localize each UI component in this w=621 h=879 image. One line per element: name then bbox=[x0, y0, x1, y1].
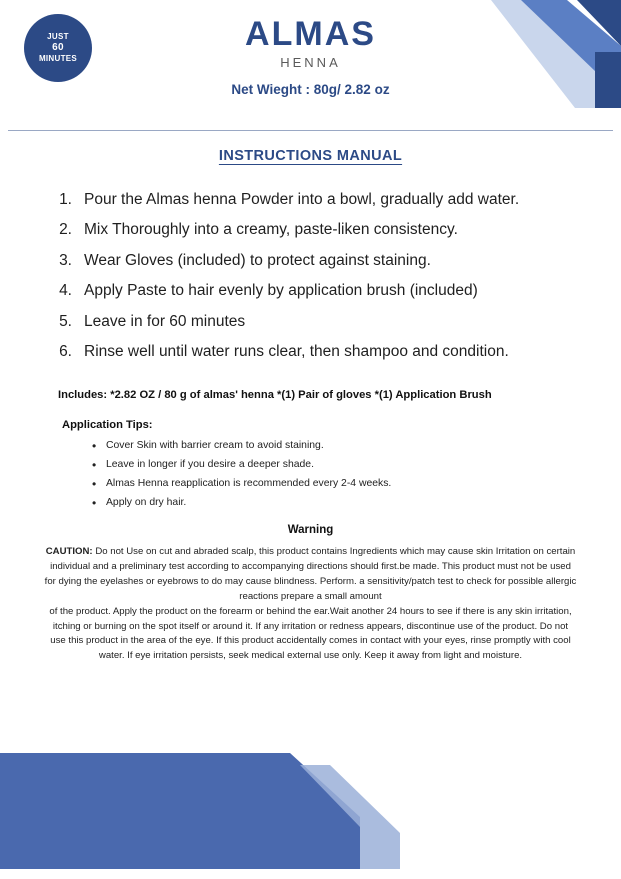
step-number: 6. bbox=[59, 342, 72, 360]
list-item: • Leave in longer if you desire a deeper shade. bbox=[92, 459, 621, 470]
list-item: • Apply on dry hair. bbox=[92, 497, 621, 508]
step-number: 4. bbox=[59, 282, 72, 300]
list-item bbox=[46, 312, 591, 331]
step-number: 3. bbox=[59, 251, 72, 269]
list-item bbox=[46, 190, 591, 209]
list-item bbox=[46, 251, 591, 270]
step-text: Wear Gloves (included) to protect against staining. bbox=[84, 251, 431, 269]
caution-paragraph-1 bbox=[44, 545, 577, 604]
document-header bbox=[0, 0, 621, 130]
step-text: Apply Paste to hair evenly by application brush (included) bbox=[84, 282, 478, 300]
step-text: Pour the Almas henna Powder into a bowl, gradually add water. bbox=[84, 191, 520, 208]
header-divider bbox=[8, 130, 613, 131]
badge-line-1: JUST bbox=[47, 31, 69, 41]
caution-block bbox=[44, 545, 577, 664]
badge-line-3: MINUTES bbox=[38, 54, 78, 64]
list-item bbox=[46, 281, 591, 300]
step-number: 2. bbox=[59, 221, 72, 239]
brand-subtitle: HENNA bbox=[280, 55, 341, 71]
step-text: Leave in for 60 minutes bbox=[84, 312, 246, 330]
caution-label: CAUTION: bbox=[45, 546, 93, 558]
application-tips-list bbox=[92, 440, 621, 508]
list-item bbox=[46, 342, 591, 361]
page-title: INSTRUCTIONS MANUAL bbox=[218, 148, 403, 164]
caution-paragraph-2: of the product. Apply the product on the forearm or behind the ear.Wait another 24 hours to see if there is any skin irritation, itching or burning on the spot itself or around it. If any irritation or redness appears, discontinue use of the product. Do not use this product in the area of the eye. If this product accidentally comes in contact with your eyes, rinse promptly with cool water. If eye irritation persists, seek medical external use only. Keep it away from light and moisture. bbox=[49, 605, 572, 662]
caution-text-1: Do not Use on cut and abraded scalp, this product contains Ingredients which may cause skin Irritation on certain individual and a preliminary test according to accompanying directions should first.be made. This product must not be used for dying the eyelashes or eyebrows to do may cause blindness. Perform. a sensitivity/patch test to check for possible allergic reactions prepare a small amount bbox=[44, 546, 577, 602]
footer-decoration-icon bbox=[0, 739, 621, 879]
step-number: 1. bbox=[59, 191, 72, 208]
instruction-steps-list bbox=[46, 190, 591, 361]
list-item: • Almas Henna reapplication is recommended every 2-4 weeks. bbox=[92, 478, 621, 489]
step-text: Mix Thoroughly into a creamy, paste-liken consistency. bbox=[84, 221, 458, 239]
net-weight-label: Net Wieght : 80g/ 2.82 oz bbox=[231, 82, 390, 98]
badge-line-2: 60 bbox=[52, 41, 64, 53]
brand-title: ALMAS bbox=[245, 15, 376, 53]
list-item bbox=[46, 220, 591, 239]
warning-title: Warning bbox=[287, 524, 334, 537]
step-number: 5. bbox=[59, 312, 72, 330]
step-text: Rinse well until water runs clear, then shampoo and condition. bbox=[84, 342, 509, 360]
application-tips-title: Application Tips: bbox=[62, 419, 153, 432]
chevron-decoration-icon bbox=[491, 0, 621, 108]
list-item: • Cover Skin with barrier cream to avoid staining. bbox=[92, 440, 621, 451]
includes-line: Includes: *2.82 OZ / 80 g of almas' henna *(1) Pair of gloves *(1) Application Brush bbox=[58, 389, 492, 402]
